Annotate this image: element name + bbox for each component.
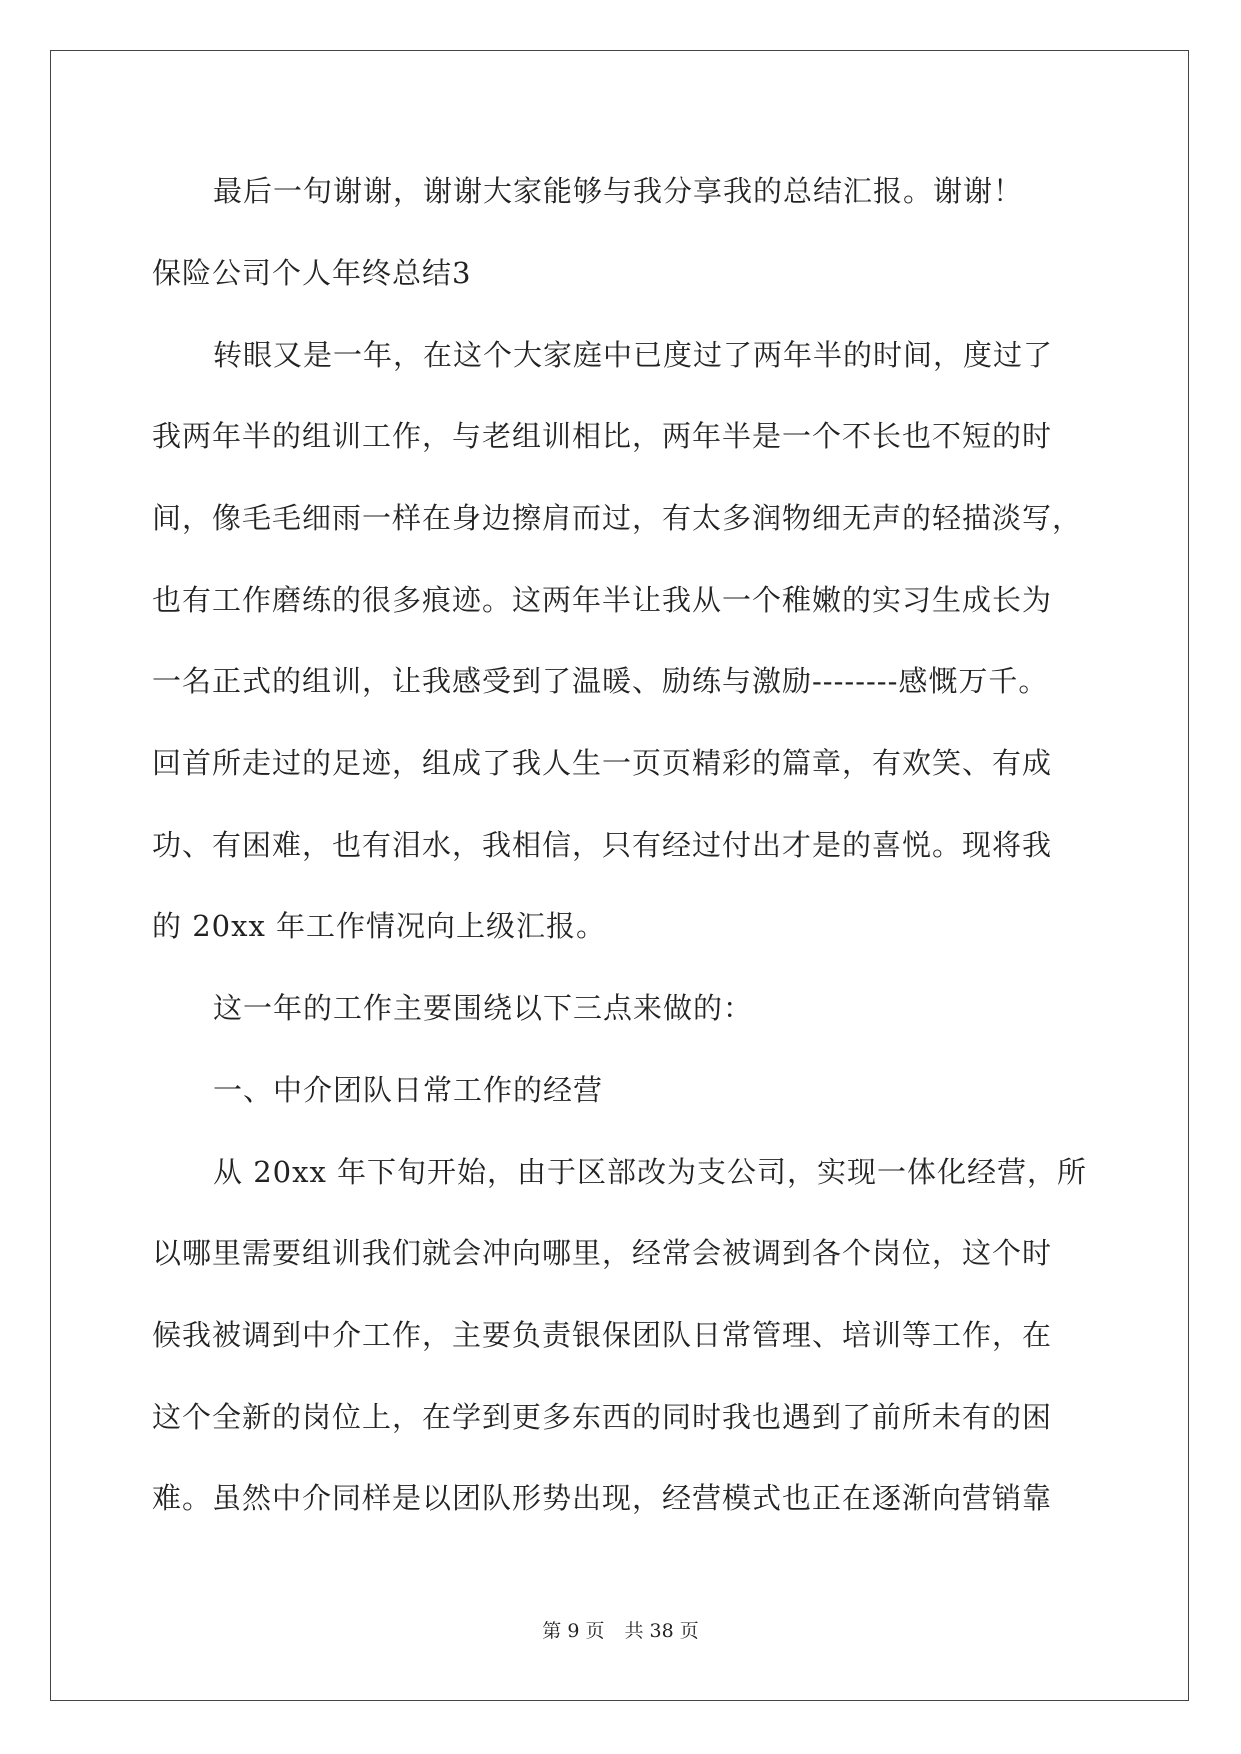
text-line: 以哪里需要组训我们就会冲向哪里，经常会被调到各个岗位，这个时 (152, 1236, 1053, 1270)
text-line: 功、有困难，也有泪水，我相信，只有经过付出才是的喜悦。现将我 (152, 828, 1053, 862)
page-number: 第 9 页 (542, 1620, 605, 1642)
text-line: 这一年的工作主要围绕以下三点来做的： (213, 991, 754, 1025)
subheading: 一、中介团队日常工作的经营 (213, 1073, 604, 1107)
text-line: 我两年半的组训工作，与老组训相比，两年半是一个不长也不短的时 (152, 419, 1053, 453)
text-line: 最后一句谢谢，谢谢大家能够与我分享我的总结汇报。谢谢！ (213, 174, 1024, 208)
text-line: 的 20xx 年工作情况向上级汇报。 (152, 909, 607, 943)
text-line: 间，像毛毛细雨一样在身边擦肩而过，有太多润物细无声的轻描淡写， (152, 501, 1083, 535)
page-footer (0, 1616, 1241, 1643)
section-heading: 保险公司个人年终总结3 (152, 256, 472, 290)
text-line: 从 20xx 年下旬开始，由于区部改为支公司，实现一体化经营，所 (213, 1155, 1088, 1189)
text-line: 也有工作磨练的很多痕迹。这两年半让我从一个稚嫩的实习生成长为 (152, 583, 1053, 617)
text-line: 候我被调到中介工作，主要负责银保团队日常管理、培训等工作，在 (152, 1318, 1053, 1352)
text-line: 这个全新的岗位上，在学到更多东西的同时我也遇到了前所未有的困 (152, 1400, 1053, 1434)
text-line: 一名正式的组训，让我感受到了温暖、励练与激励--------感慨万千。 (152, 664, 1049, 698)
page-border (50, 50, 1189, 1701)
text-line: 回首所走过的足迹，组成了我人生一页页精彩的篇章，有欢笑、有成 (152, 746, 1053, 780)
text-line: 难。虽然中介同样是以团队形势出现，经营模式也正在逐渐向营销靠 (152, 1481, 1053, 1515)
page-total: 共 38 页 (624, 1620, 699, 1642)
text-line: 转眼又是一年，在这个大家庭中已度过了两年半的时间，度过了 (213, 338, 1054, 372)
